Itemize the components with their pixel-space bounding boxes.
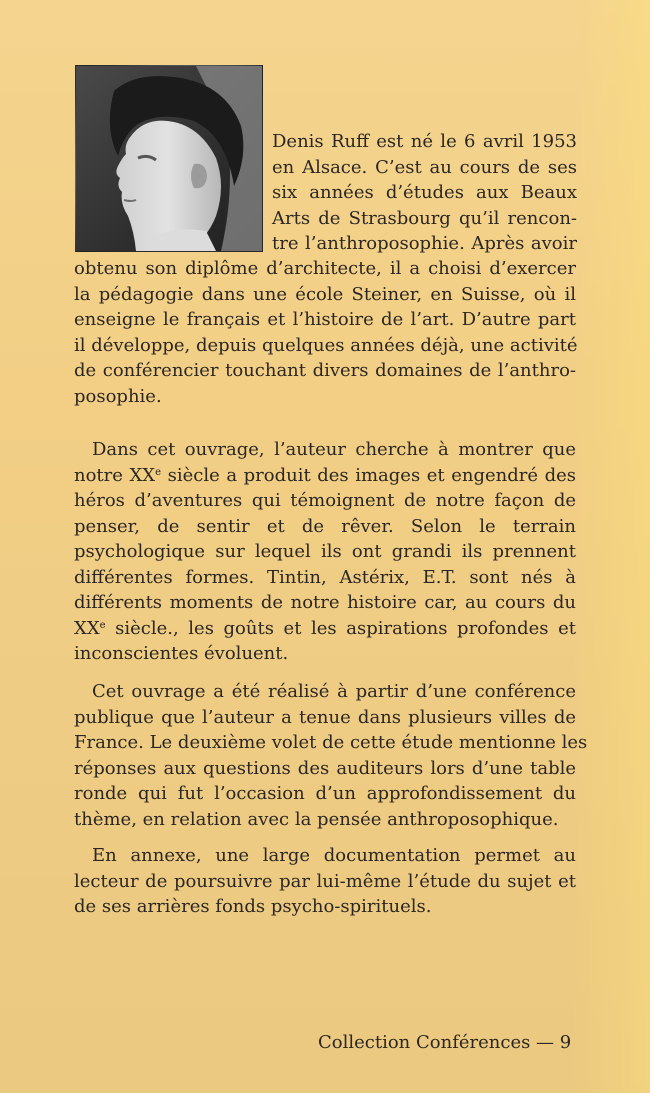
paragraph-line-part: siècle a produit des images et engendré des — [161, 464, 576, 486]
paragraph-line-part: XX — [74, 617, 100, 639]
paragraph-line: différents moments de notre histoire car, au cours du — [74, 592, 576, 613]
bio-line: obtenu son diplôme d’architecte, il a choisi d’exercer — [74, 258, 576, 279]
paragraph-line-part: siècle., les goûts et les aspirations profondes et — [105, 617, 576, 639]
paragraph-line: thème, en relation avec la pensée anthroposophique. — [74, 808, 559, 830]
paragraph-line: publique que l’auteur a tenue dans plusieurs villes de — [74, 706, 576, 728]
paragraph-line — [74, 463, 576, 489]
paragraph-line — [74, 616, 576, 642]
bio-line: posophie. — [74, 385, 162, 407]
paragraph-line: de ses arrières fonds psycho-spirituels. — [74, 896, 432, 917]
paragraph-1 — [74, 437, 576, 667]
paragraph-3 — [74, 843, 576, 920]
paragraph-line: inconscientes évoluent. — [74, 643, 289, 664]
bio-line: Denis Ruff est né le 6 avril 1953 — [272, 131, 577, 152]
paragraph-line: ronde qui fut l’occasion d’un approfondissement du — [74, 783, 576, 804]
bio-line: il développe, depuis quelques années déjà, une activité — [74, 334, 578, 356]
paragraph-line-part: notre XX — [74, 464, 156, 486]
paragraph-2 — [74, 679, 588, 832]
bio-line: tre l’anthroposophie. Après avoir — [272, 233, 577, 254]
paragraph-line: lecteur de poursuivre par lui-même l’étude du sujet et — [74, 870, 576, 892]
paragraph-line: En annexe, une large documentation permet au — [92, 845, 576, 866]
bio-line: Arts de Strasbourg qu’il rencon- — [272, 207, 577, 229]
author-profile-icon — [76, 66, 262, 251]
collection-footer: Collection Conférences — 9 — [318, 1032, 572, 1053]
author-photo — [75, 65, 263, 252]
paragraph-line: Dans cet ouvrage, l’auteur cherche à montrer que — [92, 439, 576, 460]
bio-line: enseigne le français et l’histoire de l’art. D’autre part — [74, 309, 576, 330]
bio-line: la pédagogie dans une école Steiner, en Suisse, où il — [74, 283, 576, 305]
paragraph-line: psychologique sur lequel ils ont grandi ils prennent — [74, 541, 576, 562]
paragraph-line: réponses aux questions des auditeurs lors d’une table — [74, 757, 576, 779]
bio-line: en Alsace. C’est au cours de ses — [272, 156, 577, 178]
paragraph-line: France. Le deuxième volet de cette étude mentionne les — [74, 732, 588, 753]
paragraph-line: héros d’aventures qui témoignent de notre façon de — [74, 490, 576, 511]
bio-continued — [74, 256, 576, 409]
superscript-e: e — [155, 466, 162, 478]
superscript-e: e — [99, 619, 106, 631]
bio-line: de conférencier touchant divers domaines de l’anthro- — [74, 360, 576, 381]
bio-intro — [272, 129, 577, 257]
paragraph-line: Cet ouvrage a été réalisé à partir d’une conférence — [92, 681, 576, 702]
paragraph-line: différentes formes. Tintin, Astérix, E.T. sont nés à — [74, 566, 576, 588]
paragraph-line: penser, de sentir et de rêver. Selon le terrain — [74, 515, 576, 537]
bio-line: six années d’études aux Beaux — [272, 182, 577, 203]
